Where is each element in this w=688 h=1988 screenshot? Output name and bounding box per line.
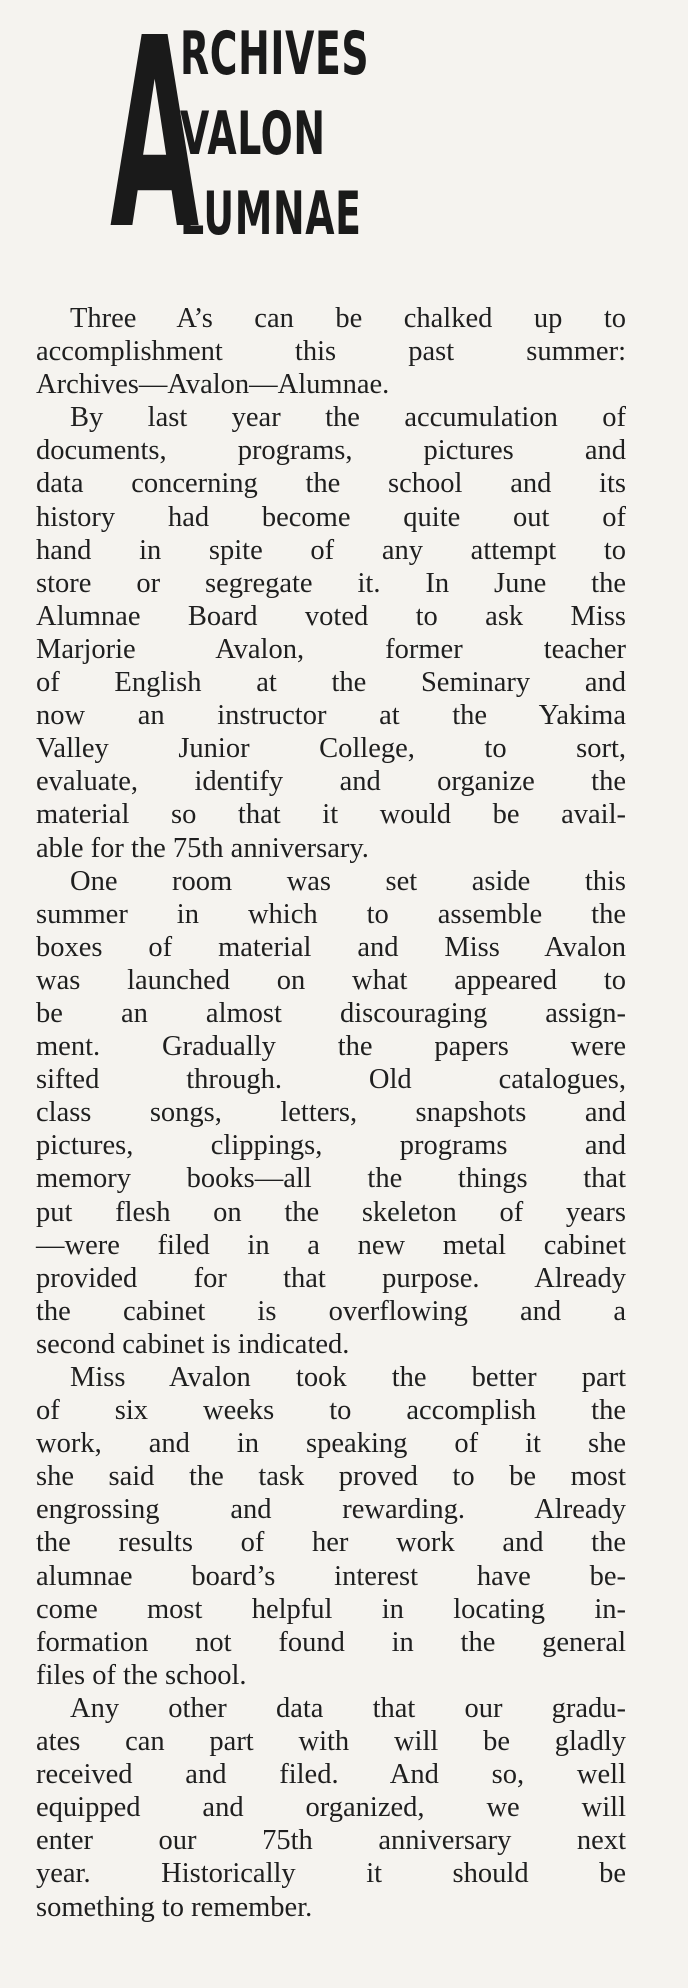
text-line: Alumnae Board voted to ask Miss — [36, 600, 626, 632]
title-initial-letter: A — [110, 0, 200, 287]
text-line: equipped and organized, we will — [36, 1792, 626, 1824]
text-line: documents, programs, pictures and — [36, 435, 626, 467]
text-line: sifted through. Old catalogues, — [36, 1064, 626, 1096]
article-body — [36, 302, 626, 1924]
text-line: she said the task proved to be most — [36, 1461, 626, 1493]
text-line: of English at the Seminary and — [36, 667, 626, 699]
text-line: data concerning the school and its — [36, 468, 626, 500]
text-line: evaluate, identify and organize the — [36, 766, 626, 798]
paragraph — [36, 865, 626, 1361]
text-line: —were filed in a new metal cabinet — [36, 1229, 626, 1261]
text-line: the cabinet is overflowing and a — [36, 1295, 626, 1327]
paragraph — [36, 1692, 626, 1924]
text-line: year. Historically it should be — [36, 1858, 626, 1890]
text-line: By last year the accumulation of — [70, 402, 626, 434]
text-line: put flesh on the skeleton of years — [36, 1196, 626, 1228]
text-line: be an almost discouraging assign- — [36, 997, 626, 1029]
text-line: Marjorie Avalon, former teacher — [36, 633, 626, 665]
text-line: history had become quite out of — [36, 501, 626, 533]
text-line: files of the school. — [36, 1659, 247, 1691]
text-line: the results of her work and the — [36, 1527, 626, 1559]
paragraph — [36, 401, 626, 864]
text-line: ment. Gradually the papers were — [36, 1031, 626, 1063]
text-line: second cabinet is indicated. — [36, 1328, 350, 1360]
text-line: store or segregate it. In June the — [36, 567, 626, 599]
text-line: of six weeks to accomplish the — [36, 1395, 626, 1427]
title-word-archives: RCHIVES — [180, 19, 370, 89]
text-line: pictures, clippings, programs and — [36, 1130, 626, 1162]
text-line: One room was set aside this — [70, 865, 626, 897]
text-line: formation not found in the general — [36, 1626, 626, 1658]
text-line: able for the 75th anniversary. — [36, 832, 369, 864]
text-line: was launched on what appeared to — [36, 964, 626, 996]
title-word-avalon: VALON — [180, 99, 326, 169]
text-line: Three A’s can be chalked up to — [70, 303, 626, 334]
text-line: alumnae board’s interest have be- — [36, 1560, 626, 1592]
text-line: Archives—Avalon—Alumnae. — [36, 369, 390, 401]
text-line: memory books—all the things that — [36, 1163, 626, 1195]
paragraph — [36, 302, 626, 401]
text-line: class songs, letters, snapshots and — [36, 1097, 626, 1129]
text-line: Any other data that our gradu- — [70, 1692, 626, 1724]
text-line: hand in spite of any attempt to — [36, 534, 626, 566]
title-word-alumnae: LUMNAE — [180, 179, 362, 249]
text-line: boxes of material and Miss Avalon — [36, 931, 626, 963]
text-line: ates can part with will be gladly — [36, 1726, 626, 1758]
text-line: enter our 75th anniversary next — [36, 1825, 626, 1857]
text-line: summer in which to assemble the — [36, 898, 626, 930]
text-line: accomplishment this past summer: — [36, 336, 626, 368]
text-line: received and filed. And so, well — [36, 1759, 626, 1791]
text-line: work, and in speaking of it she — [36, 1428, 626, 1460]
text-line: Miss Avalon took the better part — [70, 1362, 626, 1393]
text-line: Valley Junior College, to sort, — [36, 733, 626, 765]
text-line: engrossing and rewarding. Already — [36, 1494, 626, 1526]
text-line: provided for that purpose. Already — [36, 1262, 626, 1294]
text-line: now an instructor at the Yakima — [36, 700, 626, 732]
text-line: something to remember. — [36, 1891, 313, 1923]
text-line: material so that it would be avail- — [36, 799, 626, 831]
paragraph — [36, 1361, 626, 1692]
article-title — [110, 0, 430, 287]
text-line: come most helpful in locating in- — [36, 1593, 626, 1625]
